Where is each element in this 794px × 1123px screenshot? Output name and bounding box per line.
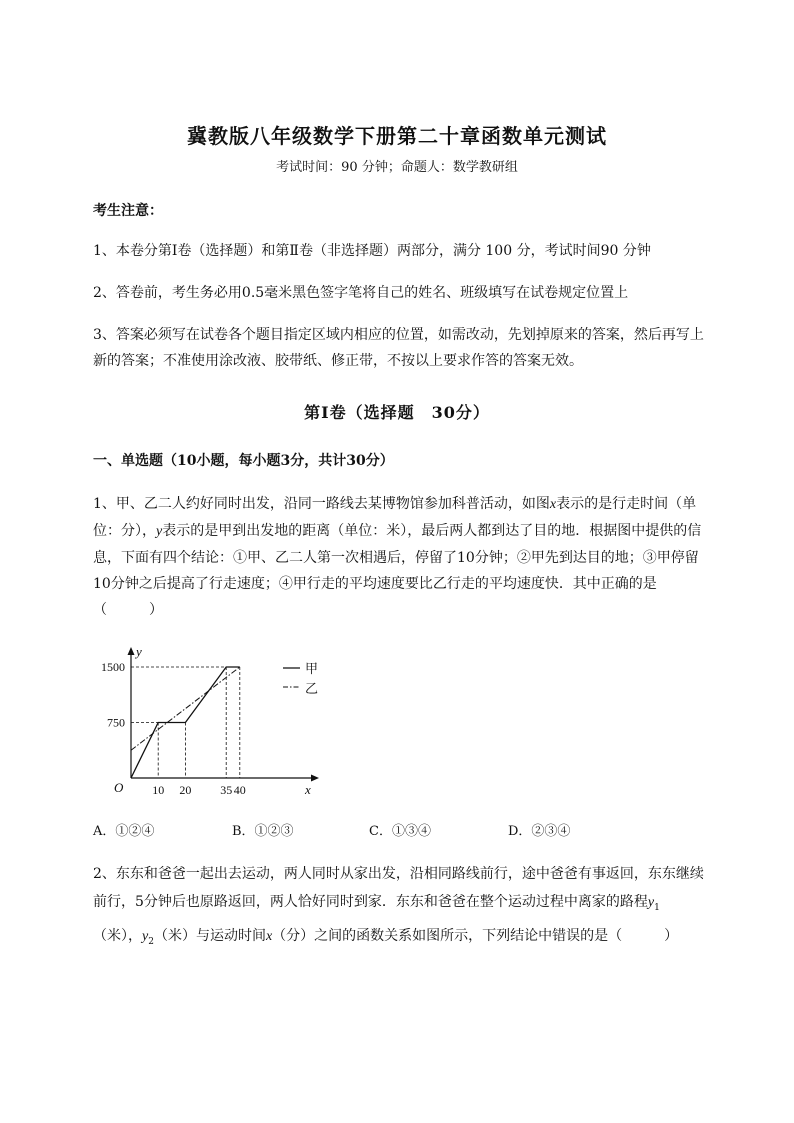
option-d[interactable]: D．②③④ — [508, 824, 571, 839]
x-tick-label-35: 35 — [220, 783, 233, 797]
legend-jia-label: 甲 — [305, 661, 319, 676]
option-b[interactable]: B．①②③ — [232, 824, 294, 839]
q2-var-y1: y — [647, 895, 655, 910]
exam-info: 考试时间：90 分钟；命题人：数学教研组 — [276, 160, 518, 175]
y-tick-label-1500: 1500 — [101, 660, 125, 674]
q2-text-d: （分）之间的函数关系如图所示，下列结论中错误的是（ ） — [272, 927, 679, 944]
y-axis-arrow — [128, 647, 135, 655]
q2-text-b: （米）， — [93, 927, 142, 944]
q2-text-a: 2、东东和爸爸一起出去运动，两人同时从家出发，沿相同路线前行，途中爸爸有事返回，东东继续前行，5分钟后也原路返回，两人恰好同时到家．东东和爸爸在整个运动过程中离家的路程 — [93, 866, 704, 910]
x-tick-label-20: 20 — [179, 783, 192, 797]
x-axis-arrow — [311, 775, 319, 782]
notice-item-3: 3、答案必须写在试卷各个题目指定区域内相应的位置，如需改动，先划掉原来的答案，然后再写上新的答案；不准使用涂改液、胶带纸、修正带，不按以上要求作答的答案无效。 — [93, 327, 704, 369]
q2-text-c: （米）与运动时间 — [153, 927, 266, 944]
q1-var-y: y — [156, 524, 163, 539]
x-axis-label: x — [305, 782, 311, 797]
x-tick-label-10: 10 — [152, 783, 165, 797]
page-title: 冀教版八年级数学下册第二十章函数单元测试 — [187, 124, 607, 148]
notice-item-2: 2、答卷前，考生务必用0.5毫米黑色签字笔将自己的姓名、班级填写在试卷规定位置上 — [93, 285, 629, 301]
origin-label: O — [114, 780, 124, 795]
q1-text-a: 1、甲、乙二人约好同时出发，沿同一路线去某博物馆参加科普活动，如图 — [93, 496, 550, 512]
q1-text-b: 表示的是行走时间（单位：分）， — [93, 496, 697, 539]
q2-var-x: x — [265, 928, 273, 944]
y-axis-label: y — [136, 644, 142, 659]
q1-var-x: x — [549, 497, 557, 512]
notice-heading: 考生注意： — [93, 203, 163, 219]
q1-text-c: 表示的是甲到出发地的距离（单位：米），最后两人都到达了目的地．根据图中提供的信息，下面有四个结论：①甲、乙二人第一次相遇后，停留了10分钟；②甲先到达目的地；③甲停留10分钟之后提高了行走速度；④甲行走的平均速度要比乙行走的平均速度快．其中正确的是（ ） — [93, 523, 702, 618]
y-tick-label-750: 750 — [107, 715, 125, 730]
option-a[interactable]: A．①②④ — [93, 824, 155, 839]
part-heading: 一、单选题（10小题，每小题3分，共计30分） — [93, 453, 394, 469]
legend-yi-label: 乙 — [305, 681, 319, 696]
notice-item-1: 1、本卷分第Ⅰ卷（选择题）和第Ⅱ卷（非选择题）两部分，满分 100 分，考试时间90 分钟 — [93, 243, 651, 259]
q2-sub-1: 1 — [654, 902, 660, 913]
x-tick-label-40: 40 — [233, 783, 246, 797]
distance-time-chart — [93, 640, 353, 810]
q2-var-y2: y — [142, 928, 149, 944]
option-c[interactable]: C．①③④ — [369, 824, 431, 839]
section-title: 第Ⅰ卷（选择题 30分） — [304, 403, 490, 422]
question-1 — [93, 491, 705, 623]
q2-sub-2: 2 — [148, 936, 154, 947]
question-2 — [93, 860, 705, 956]
